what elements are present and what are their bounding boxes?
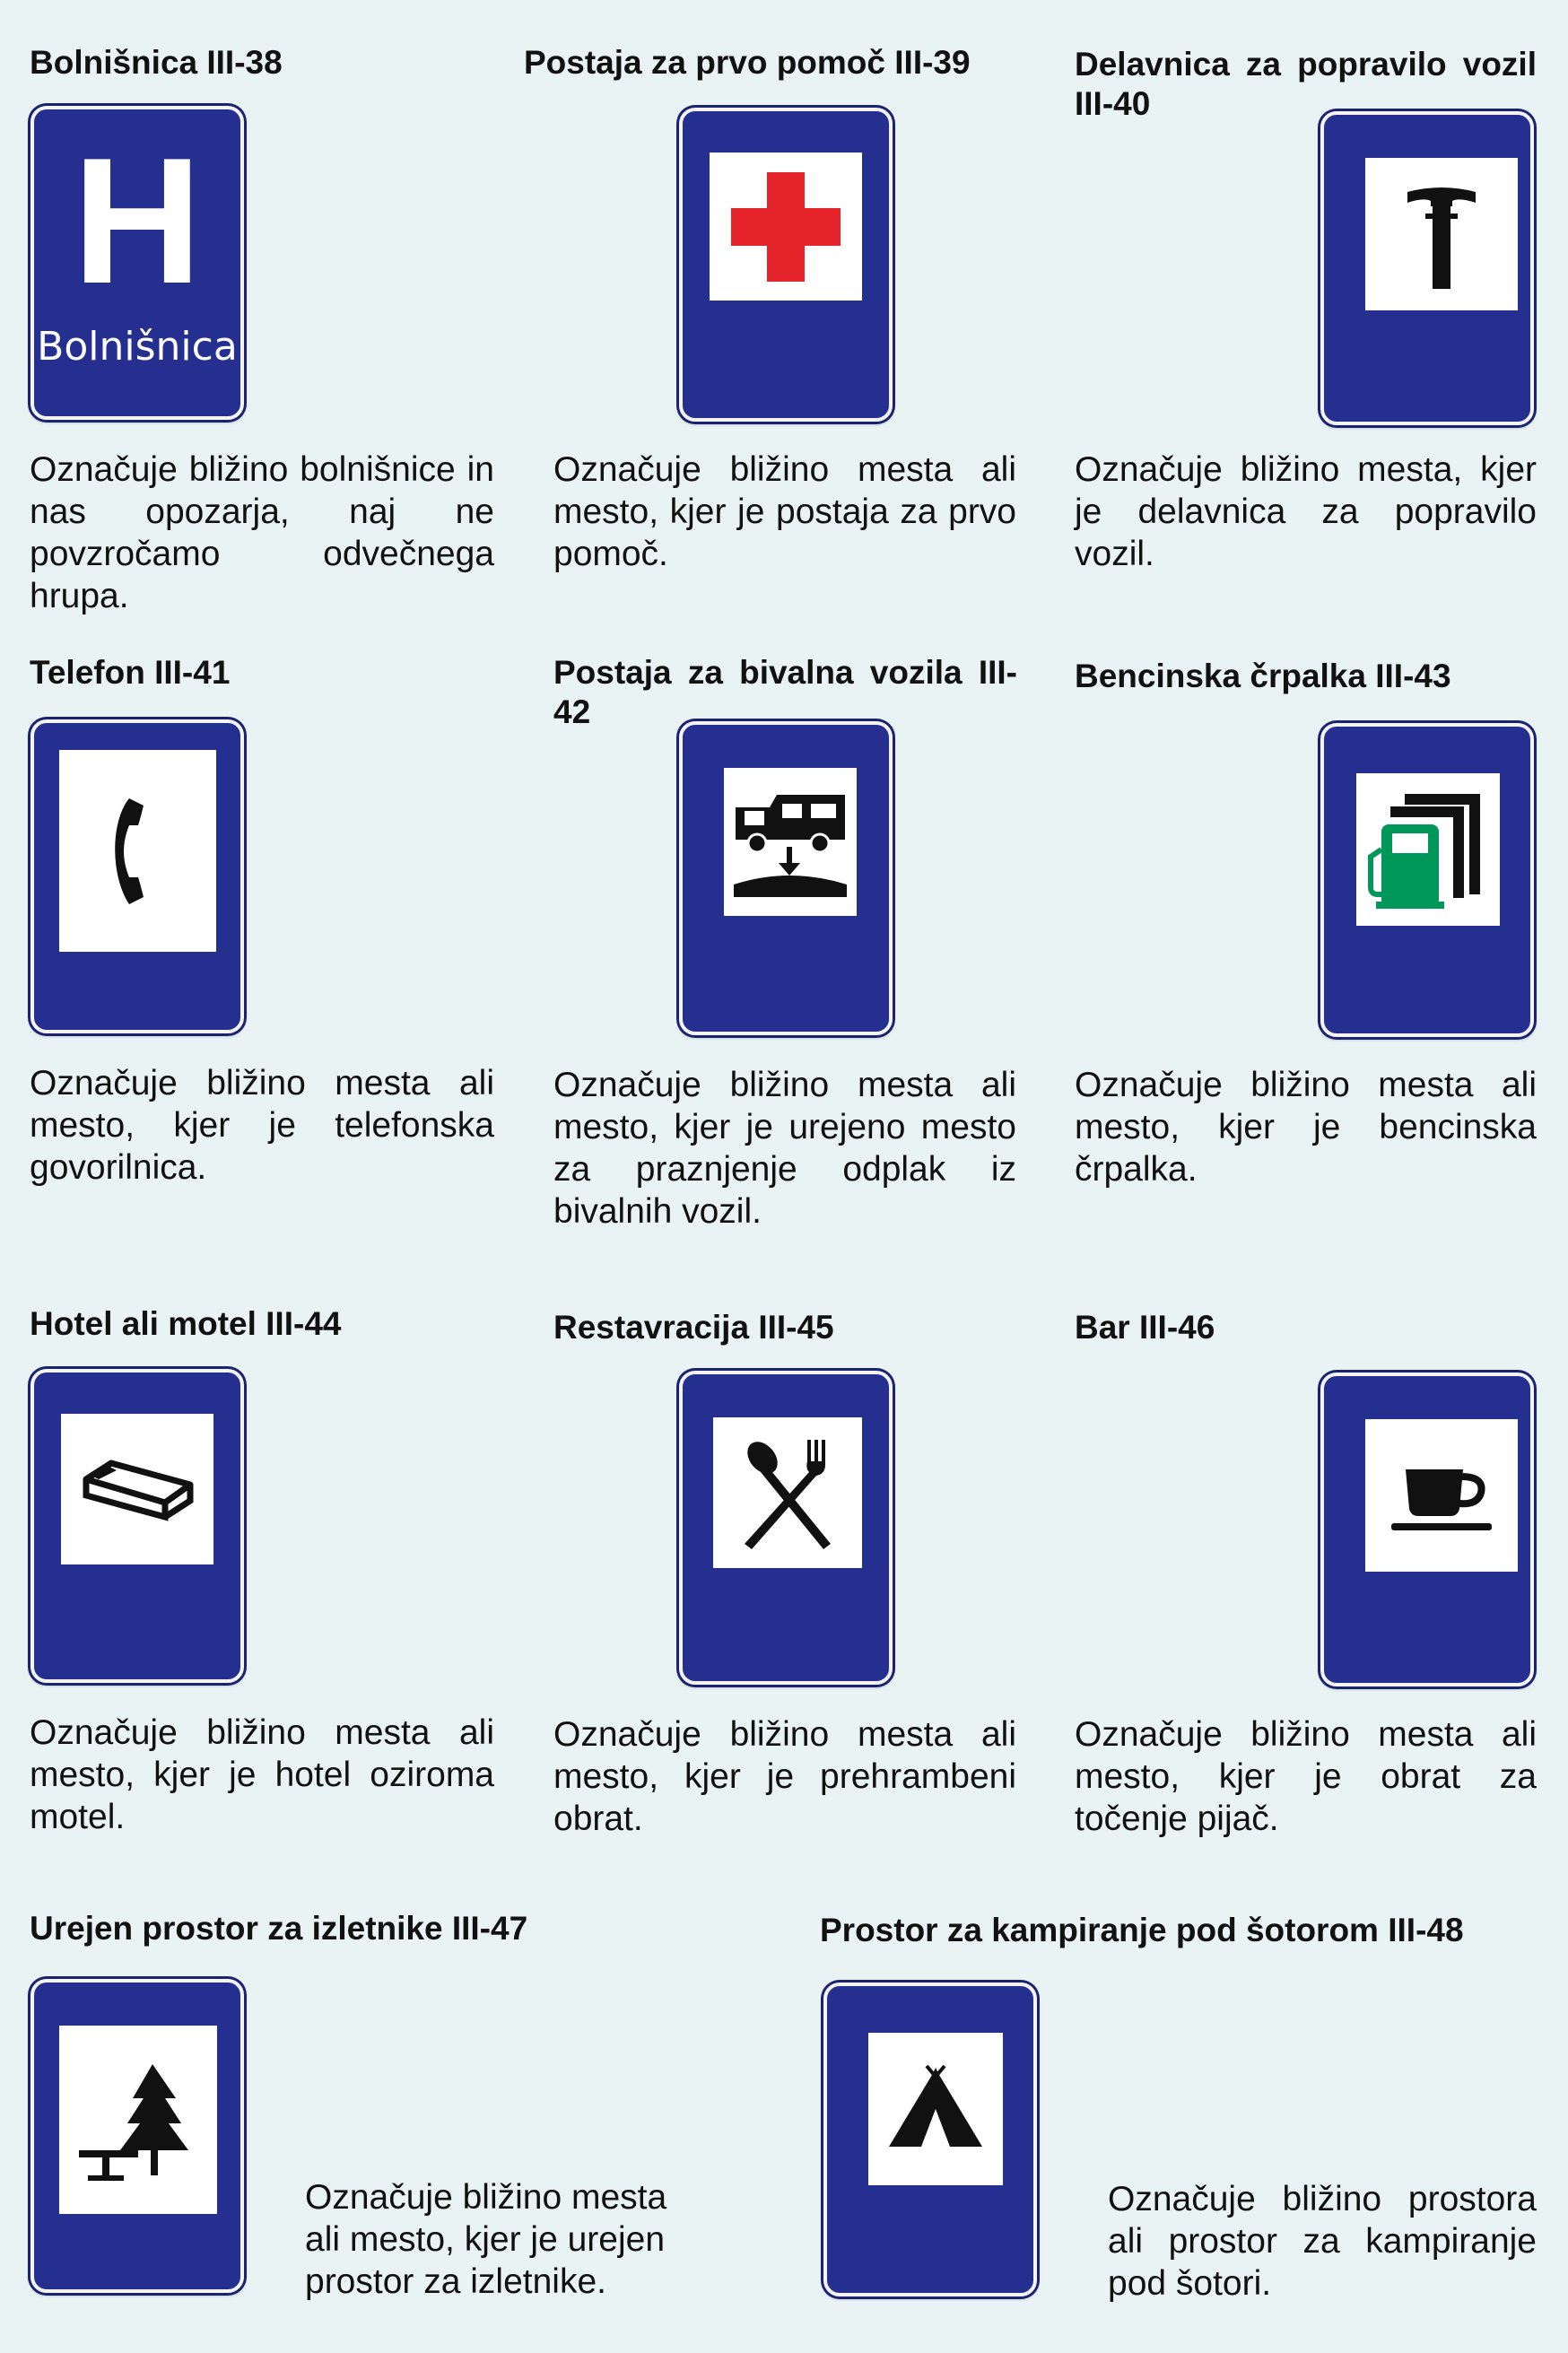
fuel-pump-icon xyxy=(1356,773,1500,926)
sign-description: Označuje bližino mesta ali mesto, kjer je urejen prostor za izletnike. xyxy=(305,2178,667,2301)
first-aid-sign xyxy=(679,108,893,422)
sign-description: Označuje bližino mesta ali mesto, kjer je hotel oziroma motel. xyxy=(30,1713,494,1836)
camping-sign xyxy=(823,1983,1037,2296)
sign-description: Označuje bližino mesta, kjer je delavnica za popravilo vozil. xyxy=(1075,450,1537,573)
restaurant-sign xyxy=(679,1371,893,1685)
sign-description: Označuje bližino mesta ali mesto, kjer je urejeno mesto za praznjenje odplak iz bivalnih vozil. xyxy=(553,1066,1016,1231)
sign-title: Bar III-46 xyxy=(1075,1309,1215,1346)
sign-description: Označuje bližino mesta ali mesto, kjer je obrat za točenje pijač. xyxy=(1075,1715,1537,1838)
sign-title: Postaja za prvo pomoč III-39 xyxy=(524,44,971,81)
sign-title: Prostor za kampiranje pod šotorom III-48 xyxy=(820,1912,1464,1948)
sign-description: Označuje bližino mesta ali mesto, kjer je postaja za prvo pomoč. xyxy=(553,450,1016,573)
sign-title: Restavracija III-45 xyxy=(553,1309,834,1346)
sign-title: Urejen prostor za izletnike III-47 xyxy=(30,1910,528,1947)
sign-text: Bolnišnica xyxy=(37,324,238,370)
hospital-icon: H xyxy=(72,121,203,321)
sign-title: Hotel ali motel III-44 xyxy=(30,1305,342,1342)
sign-title: Bolnišnica III-38 xyxy=(30,44,283,81)
camper-icon xyxy=(724,768,857,916)
camper-station-sign xyxy=(679,721,893,1035)
sign-title: Delavnica za popravilo vozil III-40 xyxy=(1075,46,1537,122)
sign-description: Označuje bližino mesta ali mesto, kjer je prehrambeni obrat. xyxy=(553,1715,1016,1838)
sign-title: Telefon III-41 xyxy=(30,654,231,691)
red-cross-icon xyxy=(710,153,862,301)
hotel-sign xyxy=(30,1369,244,1683)
sign-description: Označuje bližino prostora ali prostor za kampiranje pod šotori. xyxy=(1108,2180,1537,2303)
repair-shop-sign xyxy=(1320,111,1534,425)
telephone-sign xyxy=(30,719,244,1033)
picnic-area-sign xyxy=(30,1979,244,2293)
sign-title: Postaja za bivalna vozila III-42 xyxy=(553,654,1017,730)
sign-title: Bencinska črpalka III-43 xyxy=(1075,658,1451,694)
picnic-icon xyxy=(59,2026,217,2214)
coffee-cup-icon xyxy=(1365,1419,1518,1572)
bar-sign xyxy=(1320,1373,1534,1686)
fork-spoon-icon xyxy=(713,1417,862,1568)
sign-description: Označuje bližino mesta ali mesto, kjer je bencinska črpalka. xyxy=(1075,1066,1537,1189)
sign-description: Označuje bližino mesta ali mesto, kjer je telefonska govorilnica. xyxy=(30,1064,494,1187)
tent-icon xyxy=(868,2033,1003,2185)
sign-description: Označuje bližino bolnišnice in nas opozarja, naj ne povzročamo odvečnega hrupa. xyxy=(30,450,494,615)
telephone-icon xyxy=(59,750,216,952)
wrench-icon xyxy=(1365,158,1518,310)
fuel-station-sign xyxy=(1320,723,1534,1037)
hospital-sign xyxy=(30,106,244,420)
bed-icon xyxy=(61,1414,213,1564)
